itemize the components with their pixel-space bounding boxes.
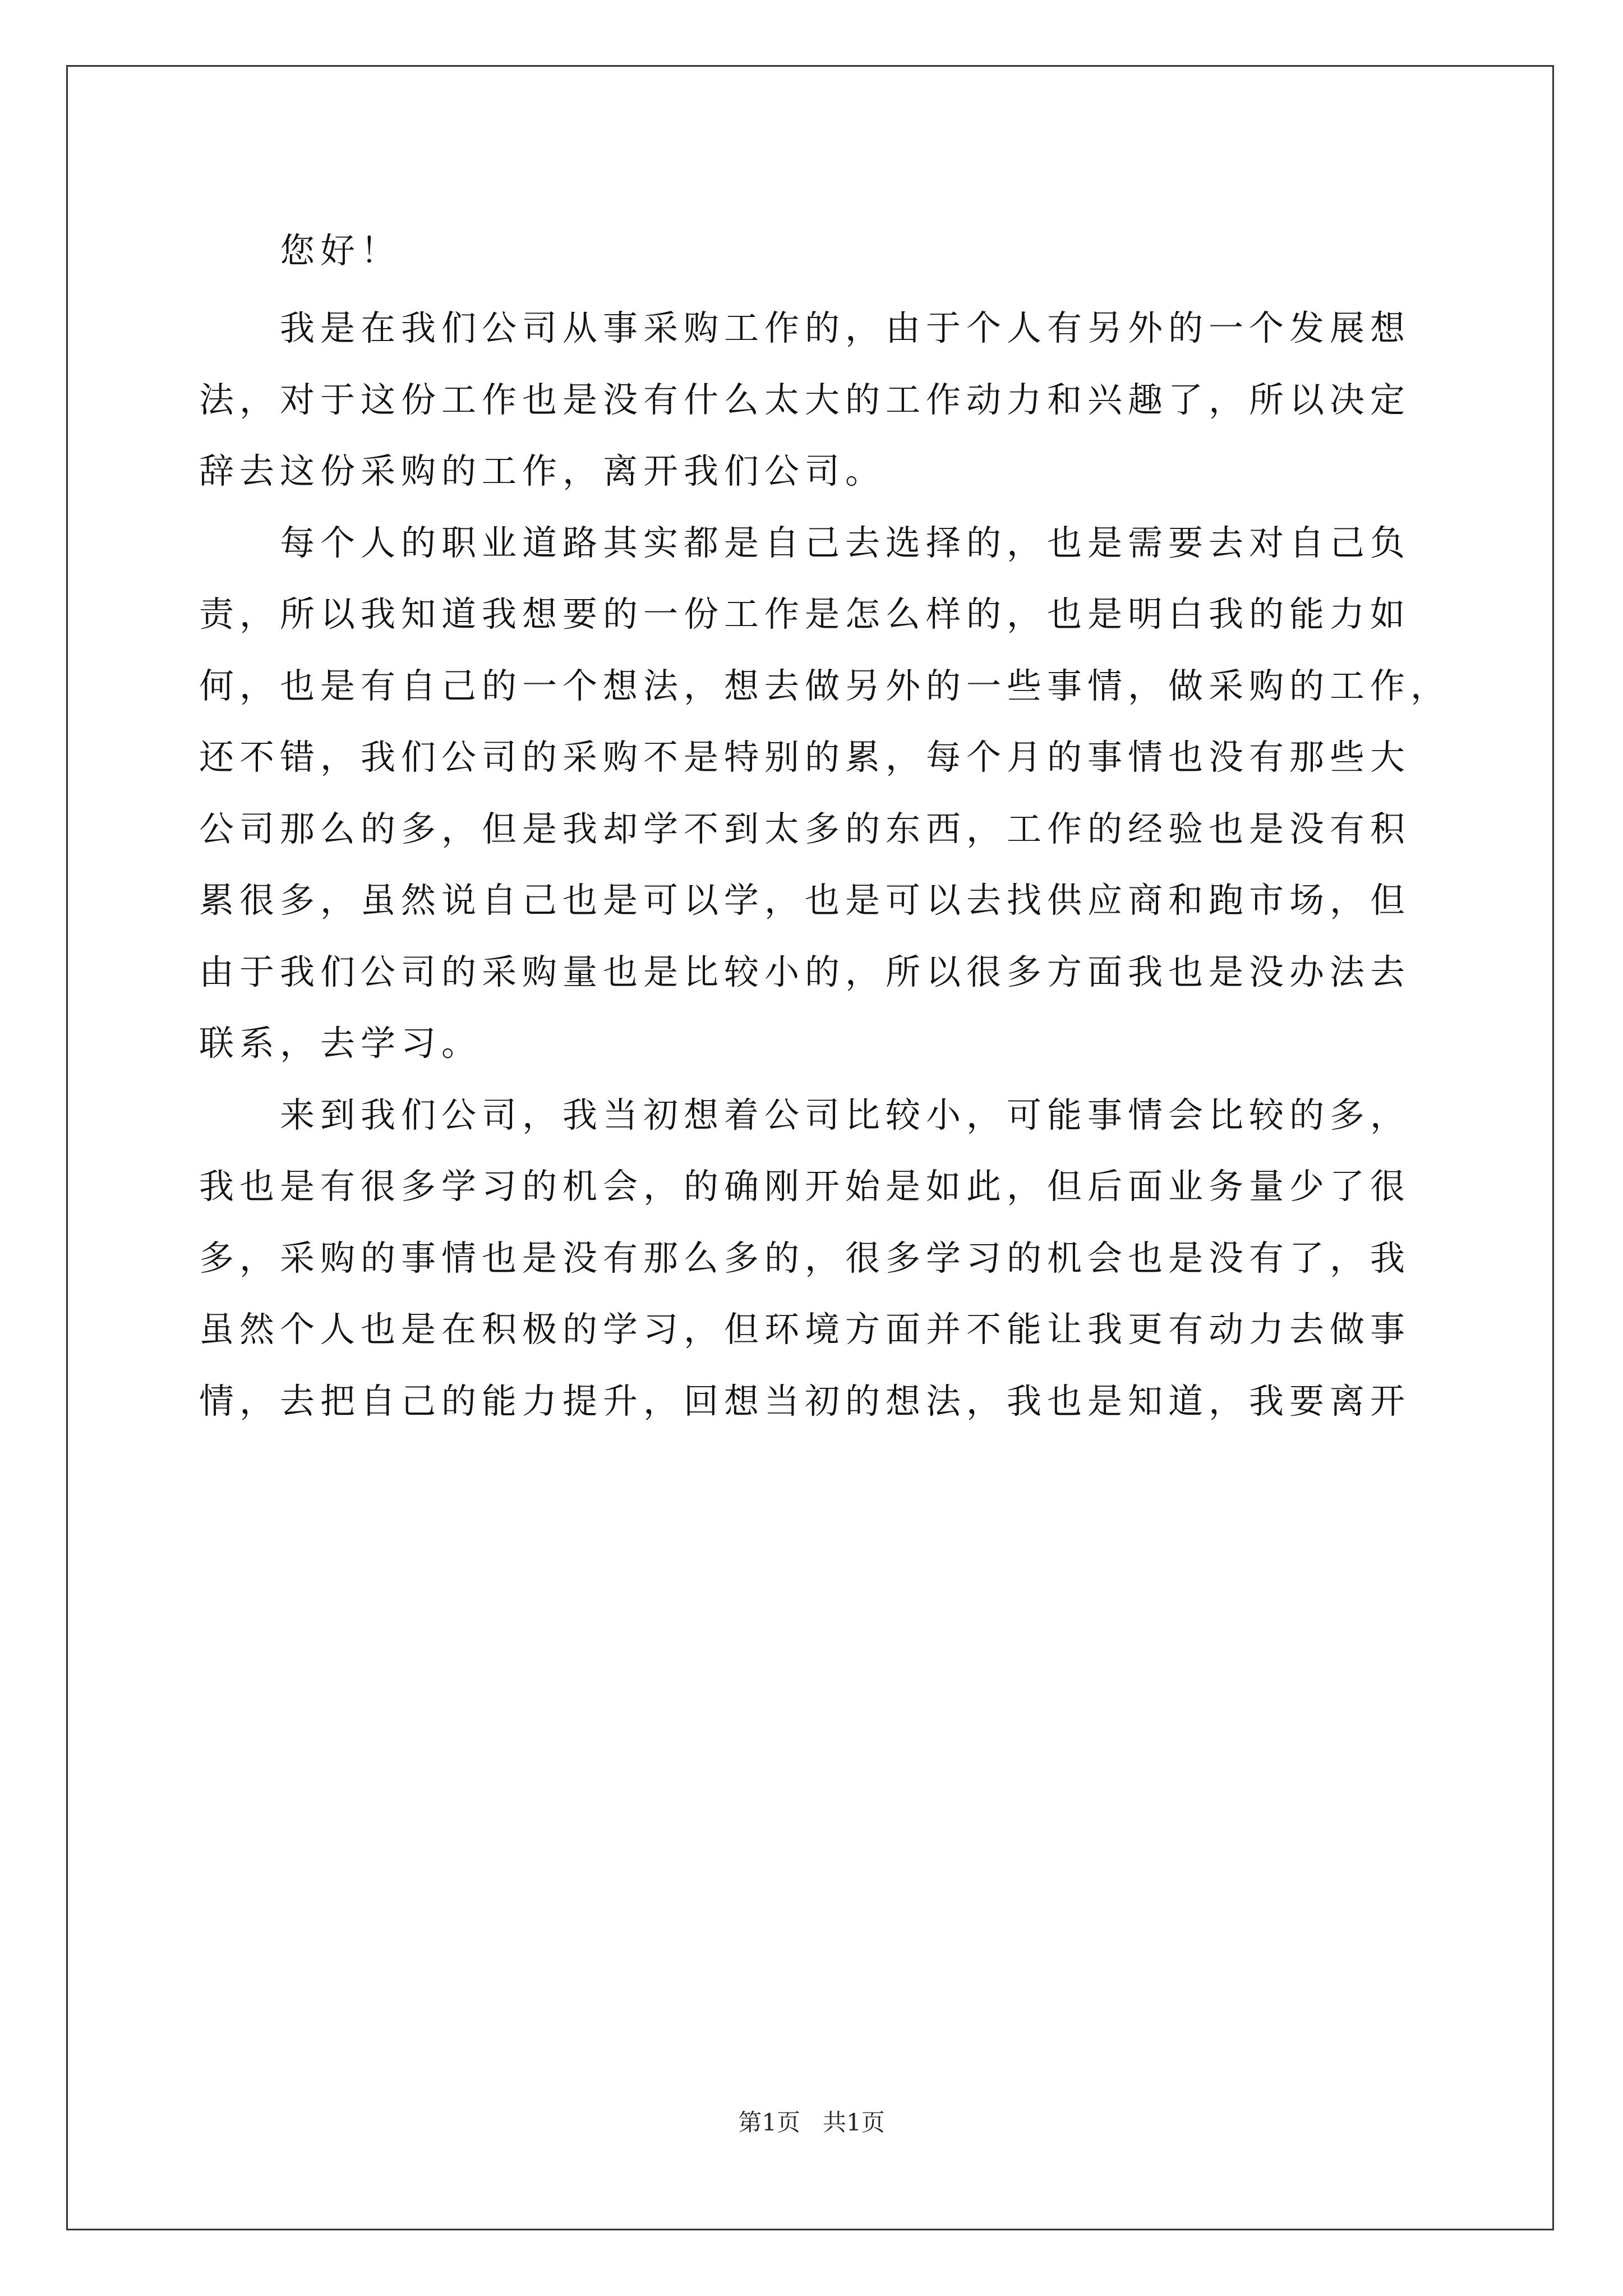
text-line: 每个人的职业道路其实都是自己去选择的，也是需要去对自己负: [280, 522, 1411, 563]
text-line: 虽然个人也是在积极的学习，但环境方面并不能让我更有动力去做事: [199, 1309, 1411, 1350]
greeting: 您好！: [280, 230, 402, 271]
letter-body: [199, 209, 1451, 1437]
text-line: 来到我们公司，我当初想着公司比较小，可能事情会比较的多，: [280, 1094, 1411, 1135]
text-line: 我是在我们公司从事采购工作的，由于个人有另外的一个发展想: [280, 307, 1411, 348]
text-line: 累很多，虽然说自己也是可以学，也是可以去找供应商和跑市场，但: [199, 880, 1411, 921]
text-line: 联系，去学习。: [199, 1023, 482, 1064]
text-line: 由于我们公司的采购量也是比较小的，所以很多方面我也是没办法去: [199, 951, 1411, 992]
text-line: 何，也是有自己的一个想法，想去做另外的一些事情，做采购的工作，: [199, 665, 1451, 706]
text-line: 法，对于这份工作也是没有什么太大的工作动力和兴趣了，所以决定: [199, 379, 1411, 420]
text-line: 情，去把自己的能力提升，回想当初的想法，我也是知道，我要离开: [199, 1380, 1411, 1421]
text-line: 公司那么的多，但是我却学不到太多的东西，工作的经验也是没有积: [199, 808, 1411, 849]
paragraph-3: [199, 1079, 1435, 1437]
paragraph-1: [199, 292, 1435, 507]
page-number-footer: 第1页 共1页: [738, 2109, 885, 2136]
text-line: 还不错，我们公司的采购不是特别的累，每个月的事情也没有那些大: [199, 737, 1411, 777]
text-line: 多，采购的事情也是没有那么多的，很多学习的机会也是没有了，我: [199, 1237, 1411, 1278]
text-line: 我也是有很多学习的机会，的确刚开始是如此，但后面业务量少了很: [199, 1166, 1411, 1207]
paragraph-2: [199, 507, 1451, 1079]
text-line: 责，所以我知道我想要的一份工作是怎么样的，也是明白我的能力如: [199, 593, 1411, 634]
text-line: 辞去这份采购的工作，离开我们公司。: [199, 450, 886, 491]
